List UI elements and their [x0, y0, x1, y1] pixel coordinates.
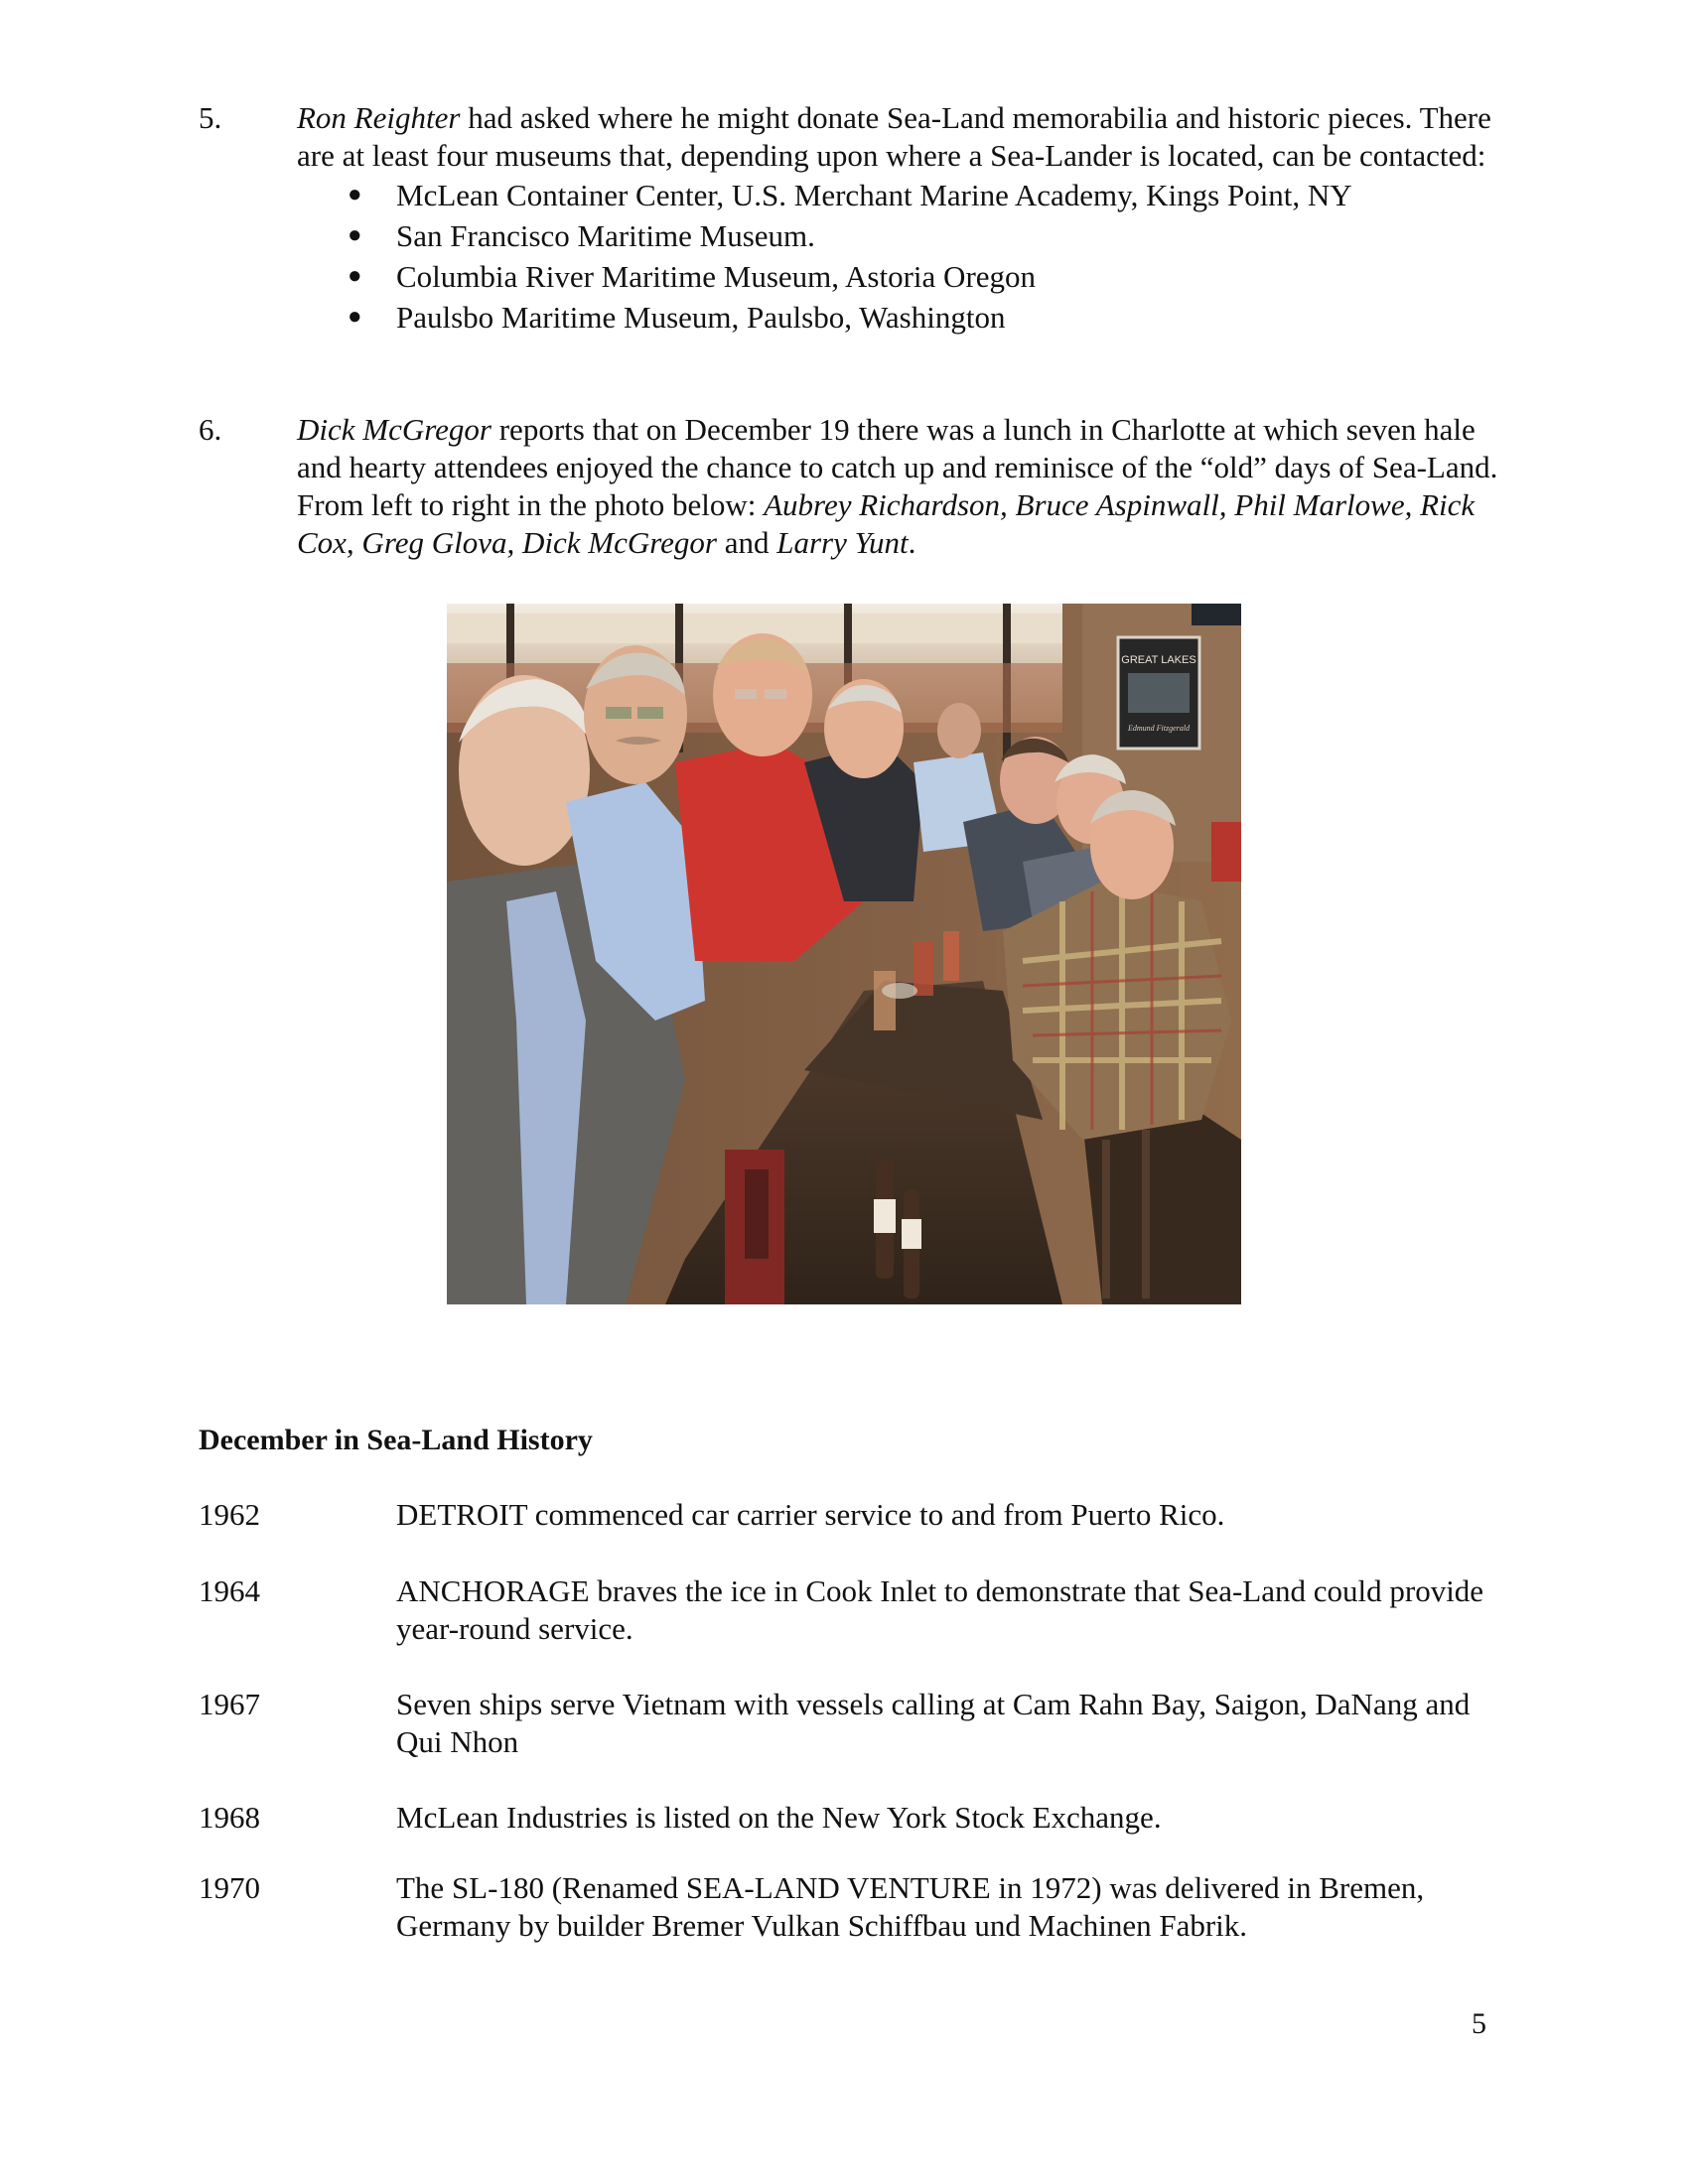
attendee-last-name: Larry Yunt	[776, 525, 909, 560]
item-body	[297, 99, 1508, 338]
bullet-icon: ●	[348, 222, 362, 248]
item-number: 5.	[199, 100, 222, 135]
poster-subtitle: Edmund Fitzgerald	[1128, 724, 1190, 733]
bullet-icon: ●	[348, 304, 362, 330]
item-text: reports that on December 19 there was a lunch in Charlotte at which seven hale and hearty attendees enjoyed the chance to catch up and reminisce of the “old” days of Sea-Land. From left to right in the photo below:	[297, 412, 1498, 522]
museum-list	[297, 175, 1508, 338]
person-name: Ron Reighter	[297, 100, 461, 135]
item-paragraph: Dick McGregor reports that on December 19 there was a lunch in Charlotte at which seven hale and hearty attendees enjoyed the chance to catch up and reminisce of the “old” days of Sea-Land. From left to right in the photo below: Aubrey Richardson, Bruce Aspinwall, Phil Marlowe, Rick Cox, Greg Glova, Dick McGregor and Larry Yunt.	[297, 412, 1498, 560]
bullet-icon: ●	[348, 182, 362, 207]
list-item: ● Paulsbo Maritime Museum, Paulsbo, Washington	[297, 297, 1508, 338]
item-number: 6.	[199, 412, 222, 447]
item-body	[297, 411, 1508, 562]
section-heading: December in Sea-Land History	[199, 1424, 593, 1456]
person-name: Dick McGregor	[297, 412, 492, 447]
page-number: 5	[1472, 2007, 1486, 2040]
history-year: 1970	[199, 1870, 260, 1905]
bullet-icon: ●	[348, 263, 362, 289]
history-text: McLean Industries is listed on the New York Stock Exchange.	[396, 1800, 1162, 1835]
list-item: ● San Francisco Maritime Museum.	[297, 215, 1508, 256]
history-text: DETROIT commenced car carrier service to and from Puerto Rico.	[396, 1497, 1225, 1532]
attendee-names: Aubrey Richardson, Bruce Aspinwall, Phil Marlowe, Rick Cox, Greg Glova, Dick McGregor	[297, 487, 1476, 560]
item-paragraph	[297, 99, 1508, 175]
history-year: 1962	[199, 1497, 260, 1532]
item-text: had asked where he might donate Sea-Land memorabilia and historic pieces. There are at least four museums that, depending upon where a Sea-Lander is located, can be contacted:	[297, 100, 1491, 173]
group-photo	[447, 604, 1241, 1304]
history-year: 1968	[199, 1800, 260, 1835]
history-year: 1964	[199, 1573, 260, 1608]
poster-title: GREAT LAKES	[1121, 654, 1196, 666]
list-item: ● Columbia River Maritime Museum, Astoria Oregon	[297, 256, 1508, 297]
list-item: ● McLean Container Center, U.S. Merchant Marine Academy, Kings Point, NY	[297, 175, 1508, 215]
history-text: ANCHORAGE braves the ice in Cook Inlet to demonstrate that Sea-Land could provide year-round service.	[396, 1573, 1484, 1646]
history-year: 1967	[199, 1687, 260, 1721]
history-text: Seven ships serve Vietnam with vessels calling at Cam Rahn Bay, Saigon, DaNang and Qui Nhon	[396, 1687, 1471, 1759]
history-text: The SL-180 (Renamed SEA-LAND VENTURE in 1972) was delivered in Bremen, Germany by builder Bremer Vulkan Schiffbau und Machinen Fabrik.	[396, 1870, 1425, 1943]
